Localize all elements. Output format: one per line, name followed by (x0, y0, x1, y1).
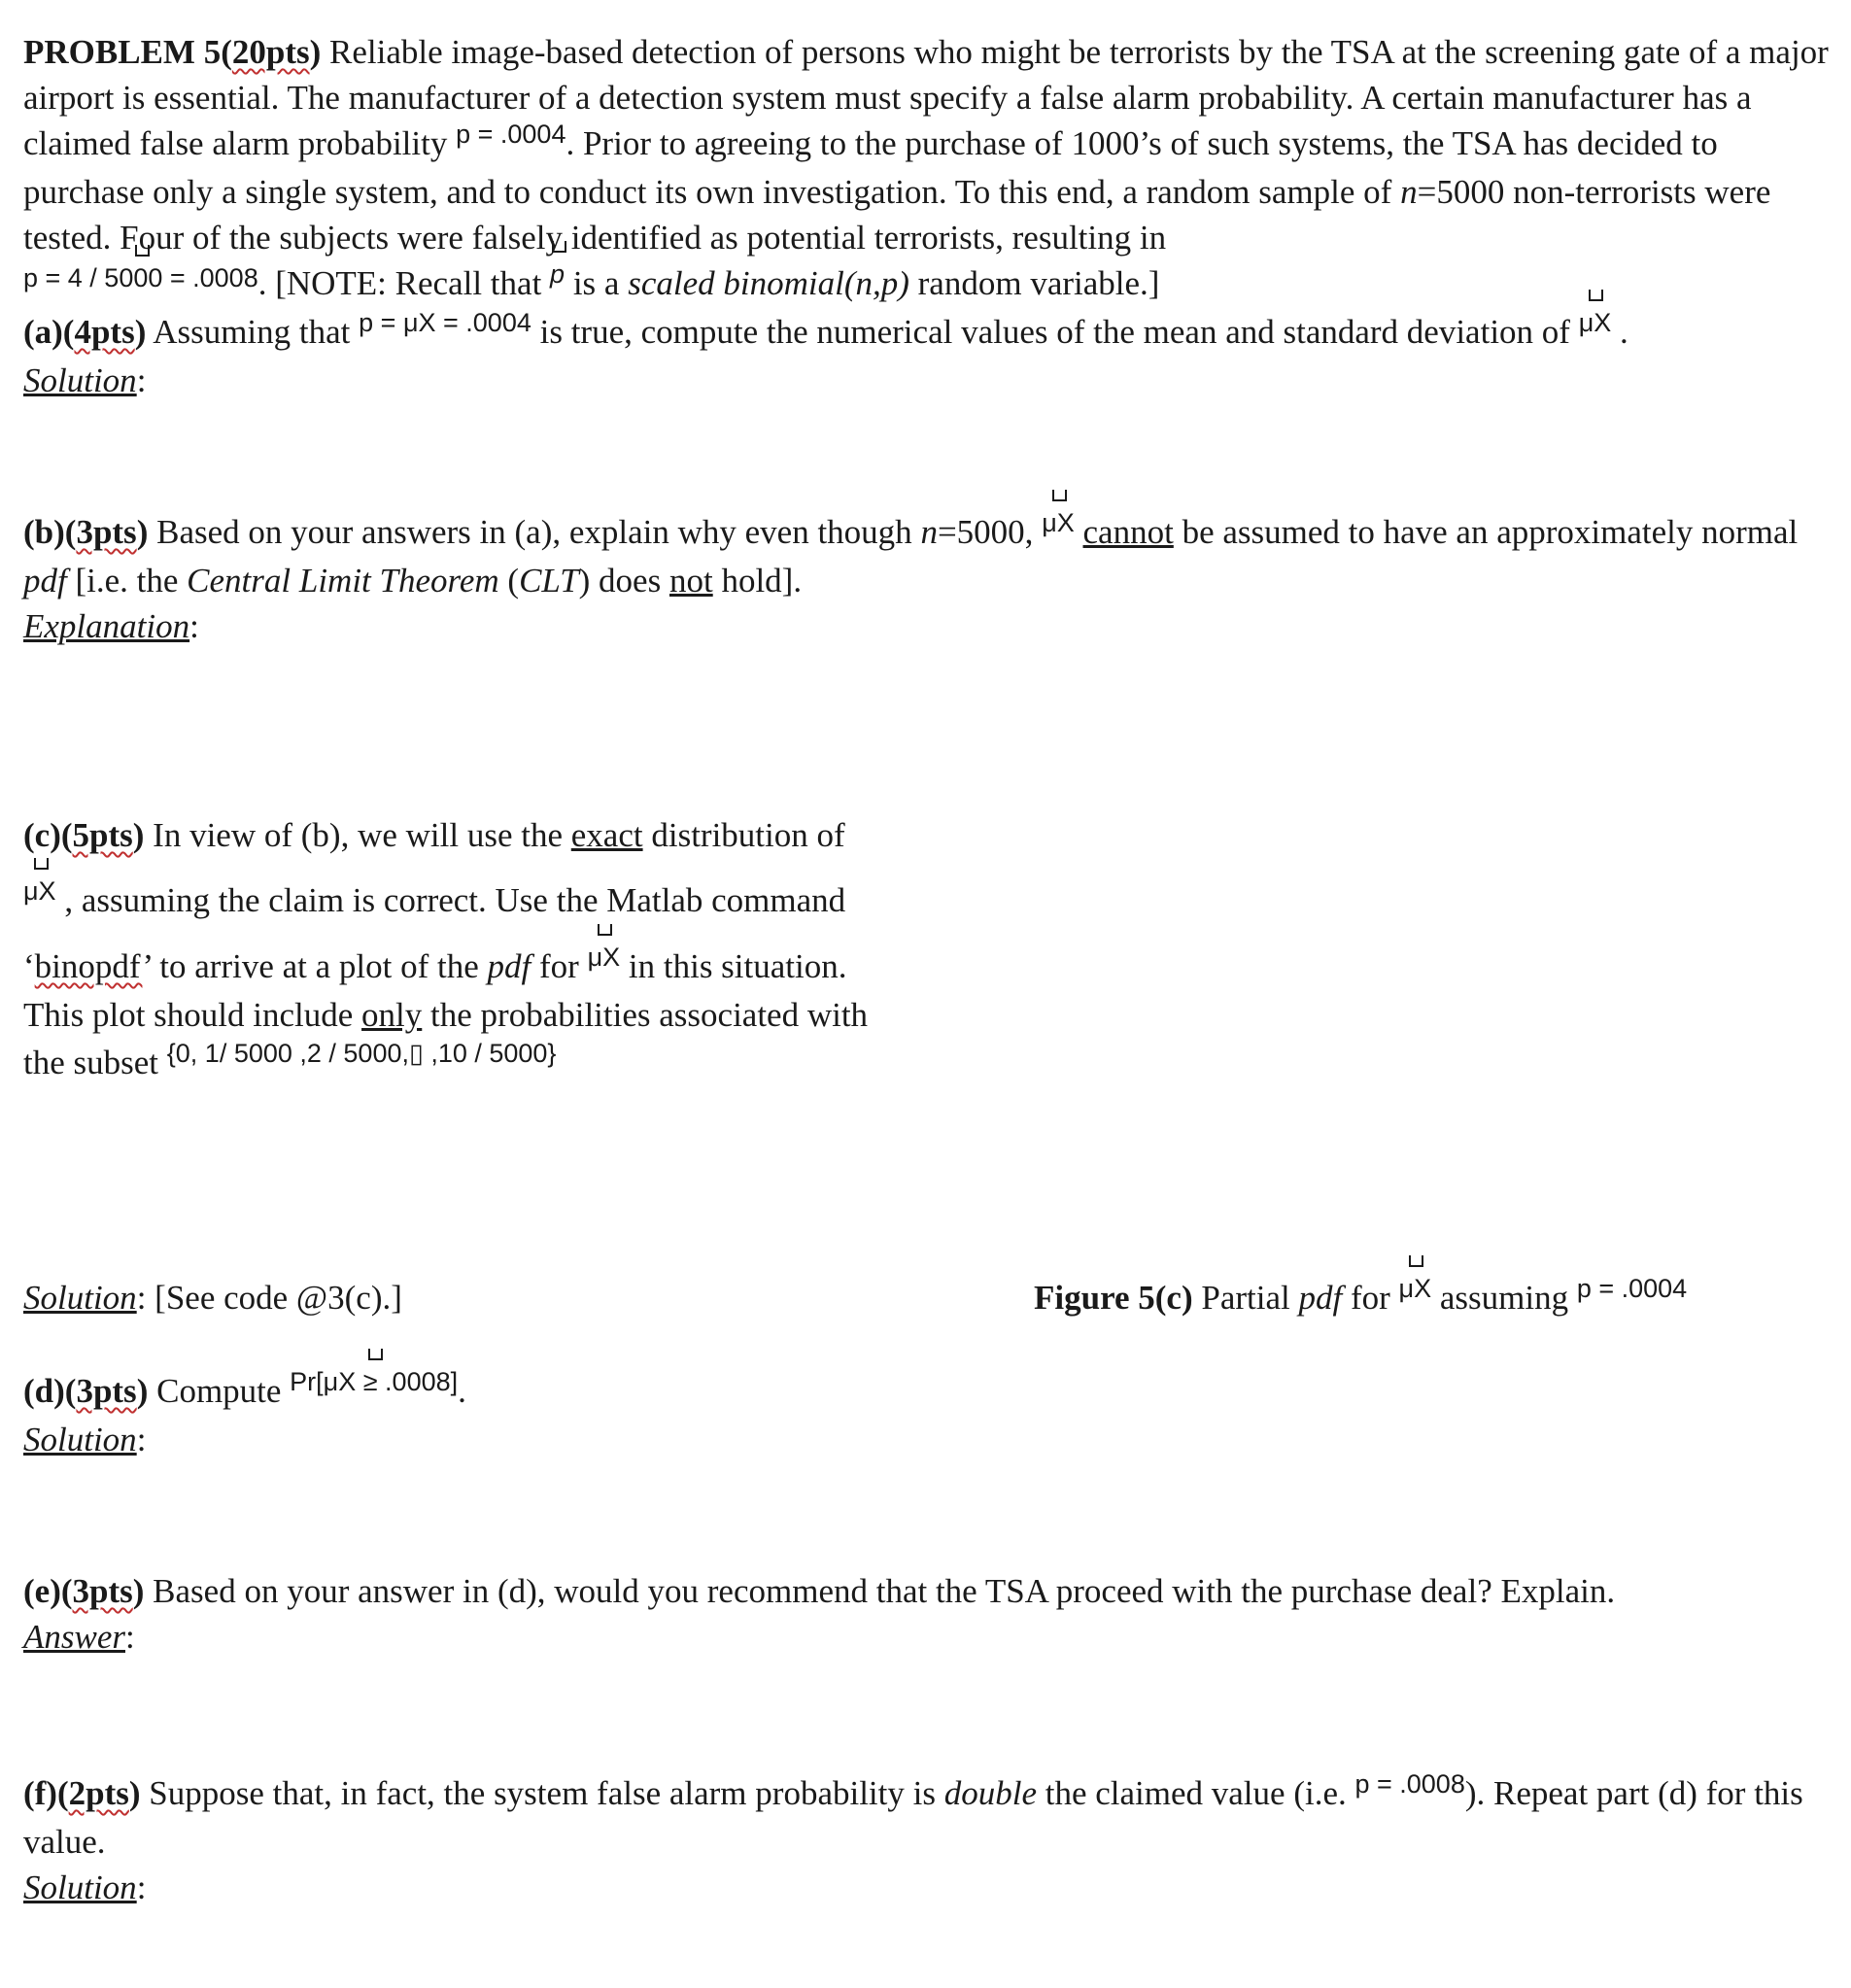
part-c-line-2: $^{\mu X}$ , assuming the claim is correct. Use the Matlab command (23, 877, 956, 926)
part-f-question: (f)(2pts) Suppose that, in fact, the system false alarm probability is double the claimed value (i.e. $^{p = .0008}$). Repeat part (d) for this value. (23, 1769, 1803, 1861)
part-a-solution-label: Solution: (23, 361, 147, 399)
part-e-answer-label: Answer: (23, 1618, 135, 1656)
part-b-question: (b)(3pts) Based on your answers in (a), explain why even though n=5000, $^{\mu X}$ cannot be assumed to have an approximately normal pdf [i.e. the Central Limit Theorem (CLT) does not hold]. (23, 509, 1831, 603)
part-e-question: (e)(3pts) Based on your answer in (d), would you recommend that the TSA proceed with the purchase deal? Explain. (23, 1572, 1616, 1610)
part-f-equation: p = .0008 (1354, 1769, 1465, 1799)
subset-expression: {0, 1/ 5000 ,2 / 5000,▯ ,10 / 5000} (166, 1039, 557, 1068)
part-c-question: (c)(5pts) In view of (b), we will use the exact distribution of (23, 816, 845, 854)
problem-intro (23, 29, 1831, 309)
part-d-solution-label: Solution: (23, 1421, 147, 1458)
figure-p-equation: p = .0004 (1576, 1274, 1688, 1303)
part-d-equation: Pr[μX ≥ .0008] (290, 1367, 458, 1396)
part-d-question: (d)(3pts) Compute $^{Pr[\mu X \ge .0008]}$. (23, 1368, 1831, 1417)
part-a-question: (a)(4pts) Assuming that $^{p = \mu X = .0004}$ is true, compute the numerical values of the mean and standard deviation of $^{\mu X}$ . (23, 309, 1831, 358)
part-c-label: (c)(5pts) (23, 816, 145, 854)
part-c-solution: Solution: [See code @3(c).] (23, 1279, 402, 1317)
phat-symbol: p (550, 259, 565, 289)
part-d (23, 1368, 1831, 1462)
part-f-label: (f)(2pts) (23, 1774, 141, 1812)
part-d-label: (d)(3pts) (23, 1372, 149, 1410)
problem-heading: PROBLEM 5(20pts) (23, 33, 322, 71)
part-e (23, 1568, 1831, 1660)
part-f-solution-label: Solution: (23, 1868, 147, 1906)
part-a-equation: p = μX = .0004 (359, 308, 531, 337)
part-c-line-4: This plot should include only the probabilities associated with (23, 996, 869, 1034)
mu-hat-symbol: μX (23, 876, 56, 906)
part-a-label: (a)(4pts) (23, 313, 147, 351)
phat-equation: p = 4 / 5000 = .0008 (23, 263, 258, 292)
mu-hat-symbol: μX (588, 943, 621, 972)
part-c-solution-row (23, 1275, 1831, 1320)
mu-hat-symbol: μX (1579, 308, 1612, 337)
part-b (23, 509, 1831, 649)
mu-hat-symbol: μX (1042, 508, 1075, 537)
binopdf-command: binopdf (34, 947, 143, 985)
part-b-label: (b)(3pts) (23, 513, 149, 551)
mu-hat-symbol: μX (1399, 1274, 1432, 1303)
part-c-line-5: the subset $^{\{0, 1/ 5000 ,2 / 5000,▯ ,10 / 5000\}}$ (23, 1039, 557, 1081)
figure-caption: Figure 5(c) Partial pdf for $^{\mu X}$ assuming $^{p = .0004}$ (1034, 1275, 1687, 1323)
part-e-label: (e)(3pts) (23, 1572, 145, 1610)
claimed-p-equation: p = .0004 (456, 120, 566, 149)
part-f (23, 1770, 1831, 1910)
problem-paragraph: PROBLEM 5(20pts) Reliable image-based detection of persons who might be terrorists by the TSA at the screening gate of a major airport is essential. The manufacturer of a detection system must specify a false alarm probability. A certain manufacturer has a claimed false alarm probability $^{p = .0004}$. Prior to agreeing to the purchase of 1000’s of such systems, the TSA has decided to purchase only a single system, and to conduct its own investigation. To this end, a random sample of n=5000 non-terrorists were tested. Four of the subjects were falsely identified as potential terrorists, resulting in $^{p = 4 / 5000 = .0008}$. [NOTE: Recall that $^p$ is a scaled binomial(n,p) random variable.] (23, 33, 1829, 302)
part-a (23, 309, 1831, 403)
part-c-line-3: ‘binopdf’ to arrive at a plot of the pdf for $^{\mu X}$ in this situation. (23, 943, 956, 992)
figure-label: Figure 5(c) (1034, 1279, 1193, 1317)
part-b-explanation-label: Explanation: (23, 607, 199, 645)
part-c (23, 812, 956, 1088)
